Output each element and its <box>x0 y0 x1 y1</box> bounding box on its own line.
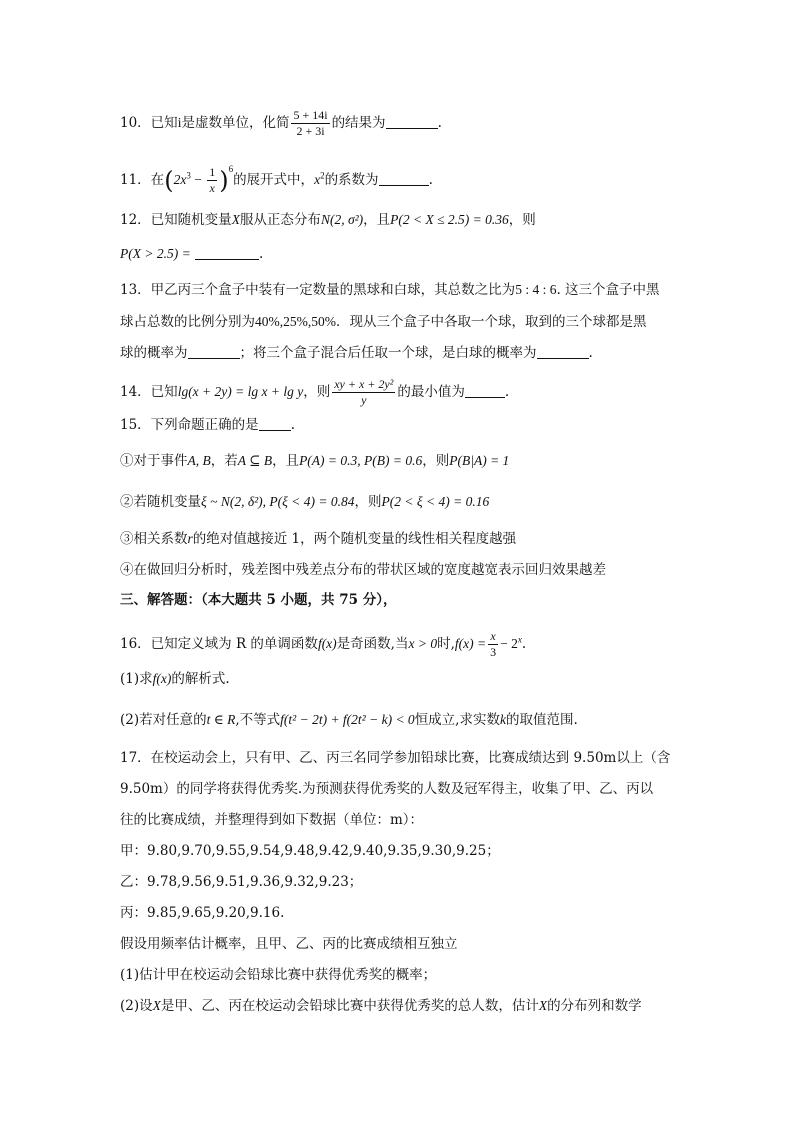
question-15-stem: 15．下列命题正确的是 . <box>120 417 295 433</box>
question-17-line-3: 往的比赛成绩，并整理得到如下数据（单位：m）： <box>120 812 424 828</box>
question-14: 14．已知lg(x + 2y) = lg x + lg y，则 $\frac{\text{xy + x + 2y²}}{y}$ 的最小值为 . <box>120 377 510 407</box>
fraction: $\frac{1}{x}$ <box>209 165 216 195</box>
question-13-line-3: 球的概率为 ；将三个盒子混合后任取一个球，是白球的概率为 . <box>120 345 593 361</box>
fraction: $\frac{x}{3}$ <box>490 629 497 659</box>
question-16-part-2: (2)若对任意的t ∈ R,不等式f(t² − 2t) + f(2t² − k) < 0恒成立,求实数k的取值范围. <box>120 712 578 728</box>
data-row-yi: 乙：9.78,9.56,9.51,9.36,9.32,9.23； <box>120 874 363 890</box>
question-12-line-1: 12．已知随机变量X服从正态分布N(2, σ²)，且P(2 < X ≤ 2.5) = 0.36，则 <box>120 212 536 228</box>
question-17-part-1: (1)估计甲在校运动会铅球比赛中获得优秀奖的概率； <box>120 967 437 983</box>
answer-blank[interactable] <box>188 344 240 359</box>
question-11: 11．在($2x^3$ − $\frac{1}{x}$ )$^6$的展开式中，$x^2$的系数为 . <box>120 164 433 195</box>
question-16-part-1: (1)求f(x)的解析式. <box>120 671 230 687</box>
question-17-line-1: 17．在校运动会上，只有甲、乙、丙三名同学参加铅球比赛，比赛成绩达到 9.50m以上（含 <box>120 750 671 766</box>
question-12-line-2: P(X > 2.5) = . <box>120 246 264 262</box>
data-row-jia: 甲：9.80,9.70,9.55,9.54,9.48,9.42,9.40,9.35,9.30,9.25； <box>120 843 500 859</box>
fraction: $\frac{\text{xy + x + 2y²}}{y}$ <box>334 377 394 407</box>
option-4: ④在做回归分析时，残差图中残差点分布的带状区域的宽度越宽表示回归效果越差 <box>120 562 606 578</box>
answer-blank[interactable] <box>259 416 291 431</box>
answer-blank[interactable] <box>465 383 505 398</box>
question-13-line-2: 球占总数的比例分别为40%,25%,50%．现从三个盒子中各取一个球，取到的三个球都是黑 <box>120 314 647 330</box>
answer-blank[interactable] <box>537 344 589 359</box>
question-10: 10．已知i是虚数单位，化简 $\frac{5 + 14i}{2 + 3i}$ 的结果为 . <box>120 108 442 138</box>
question-13-line-1: 13．甲乙丙三个盒子中装有一定数量的黑球和白球，其总数之比为5 : 4 : 6. 这三个盒子中黑 <box>120 282 660 298</box>
answer-blank[interactable] <box>379 171 429 186</box>
answer-blank[interactable] <box>386 114 438 129</box>
data-row-bing: 丙：9.85,9.65,9.20,9.16. <box>120 905 285 921</box>
question-16: 16．已知定义域为 R 的单调函数f(x)是奇函数,当x > 0时,f(x) = $\frac{x}{3}$ − $2^x$. <box>120 629 527 659</box>
option-1: ①对于事件A, B，若A ⊆ B，且P(A) = 0.3, P(B) = 0.6，则P(B|A) = 1 <box>120 453 510 469</box>
question-17-part-2: (2)设X是甲、乙、丙在校运动会铅球比赛中获得优秀奖的总人数，估计X的分布列和数学 <box>120 998 642 1014</box>
question-17-line-2: 9.50m）的同学将获得优秀奖.为预测获得优秀奖的人数及冠军得主，收集了甲、乙、丙以 <box>120 781 654 797</box>
answer-blank[interactable] <box>195 245 259 260</box>
option-2: ②若随机变量ξ ~ N(2, δ²), P(ξ < 4) = 0.84，则P(2 < ξ < 4) = 0.16 <box>120 494 490 510</box>
fraction: $\frac{5 + 14i}{2 + 3i}$ <box>293 108 328 138</box>
section-heading: 三、解答题：（本大题共 5 小题，共 75 分）， <box>120 592 397 608</box>
assumption-text: 假设用频率估计概率，且甲、乙、丙的比赛成绩相互独立 <box>120 936 458 952</box>
option-3: ③相关系数r的绝对值越接近 1，两个随机变量的线性相关程度越强 <box>120 531 517 547</box>
